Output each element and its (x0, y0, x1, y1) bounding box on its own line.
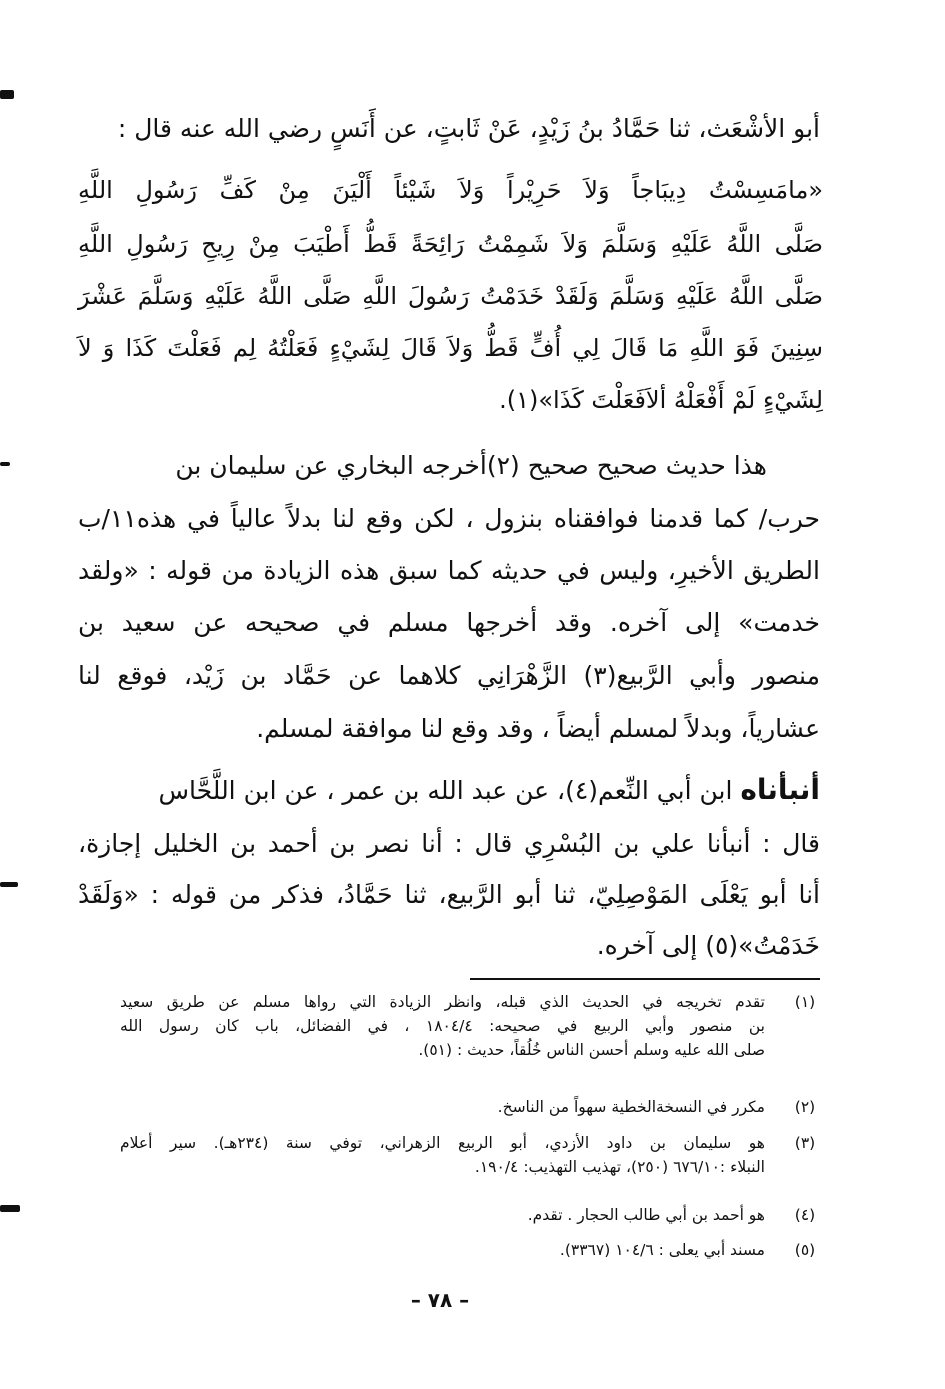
footnote (120, 1095, 823, 1119)
footnote-number: (٢) (794, 1098, 816, 1116)
margin-mark (0, 882, 18, 887)
paragraph-line: قال : أنبأنا علي بن البُسْرِي قال : أنا نصر بن أحمد بن الخليل إجازة، (78, 829, 820, 858)
lead-word: أنبأناه (740, 773, 820, 806)
margin-mark (0, 90, 14, 99)
hadith-line: «مامَسِسْتُ دِيبَاجاً وَلاَ حَرِيْراً وَلاَ شَيْئاً أَلْيَنَ مِنْ كَفِّ رَسُولِ اللَّهِ (78, 176, 823, 204)
paragraph-line (159, 773, 820, 808)
paragraph-line: هذا حديث صحيح صحيح (٢)أخرجه البخاري عن سليمان بن (175, 451, 767, 480)
footnote-number: (٣) (794, 1134, 816, 1152)
margin-mark (0, 1205, 20, 1212)
footnote-line: بن منصور وأبي الربيع في صحيحه: ١٨٠٤/٤ ، في الفضائل، باب كان رسول الله (120, 1017, 765, 1035)
footnote (120, 1238, 823, 1262)
hadith-line: صَلَّى اللَّهُ عَلَيْهِ وَسَلَّمَ وَلاَ شَمِمْتُ رَائِحَةً قَطُّ أَطْيَبَ مِنْ رِيحِ رَسُولِ اللَّهِ (78, 230, 823, 258)
footnote-separator (470, 978, 820, 980)
paragraph-line: عشارياً، وبدلاً لمسلم أيضاً ، وقد وقع لنا موافقة لمسلم. (256, 714, 820, 743)
footnote-text (120, 1131, 765, 1179)
hadith-line: لِشَيْءٍ لَمْ أَفْعَلْهُ ألاَفَعَلْتَ كَذَا»(١). (499, 386, 823, 414)
paragraph-line: الطريق الأخيرِ، وليس في حديثه كما سبق هذه الزيادة من قوله : «ولقد (78, 556, 820, 585)
footnote-line: مسند أبي يعلى : ١٠٤/٦ (٣٣٦٧). (559, 1241, 765, 1259)
footnote (120, 1203, 823, 1227)
footnote-line: مكرر في النسخةالخطية سهواً من الناسخ. (497, 1098, 765, 1116)
page-number: – ٧٨ – (410, 1288, 470, 1312)
margin-mark (0, 462, 10, 466)
paragraph-line: خَدَمْتُ»(٥) إلى آخره. (596, 931, 820, 960)
footnote-number: (٥) (794, 1241, 816, 1259)
footnote-text (120, 990, 765, 1062)
footnote-line: تقدم تخريجه في الحديث الذي قبله، وانظر الزيادة التي رواها مسلم عن طريق سعيد (120, 993, 765, 1011)
footnote (120, 990, 823, 1062)
footnote-number: (١) (794, 993, 816, 1011)
footnote (120, 1131, 823, 1179)
line-text: ابن أبي النِّعم(٤)، عن عبد الله بن عمر ، عن ابن اللَّحَّاس (158, 776, 741, 805)
footnote-line: هو سليمان بن داود الأزدي، أبو الربيع الزهراني، توفي سنة (٢٣٤هـ). سير أعلام (120, 1134, 765, 1152)
footnote-line: هو أحمد بن أبي طالب الحجار . تقدم. (527, 1206, 765, 1224)
hadith-line: صَلَّى اللَّهُ عَلَيْهِ وَسَلَّمَ وَلَقَدْ خَدَمْتُ رَسُولَ اللَّهِ صَلَّى اللَّهُ عَلَيْهِ وَسَلَّمَ عَشْرَ (78, 282, 823, 310)
footnote-number: (٤) (794, 1206, 816, 1224)
footnote-line: النبلاء :٦٧٦/١٠ (٢٥٠)، تهذيب التهذيب: ١٩٠/٤. (474, 1158, 765, 1176)
paragraph-line: خدمت» إلى آخره. وقد أخرجها مسلم في صحيحه عن سعيد بن (78, 608, 820, 637)
footnote-text (120, 1203, 765, 1227)
footnote-line: صلى الله عليه وسلم أحسن الناس خُلُقاً، حديث : (٥١). (418, 1041, 765, 1059)
intro-line: أبو الأشْعَث، ثنا حَمَّادُ بنُ زَيْدٍ، عَنْ ثَابتٍ، عن أَنَسٍ رضي الله عنه قال : (117, 114, 820, 143)
paragraph-line: منصور وأبي الرَّبيع(٣) الزَّهْرَانِي كلاهما عن حَمَّاد بن زَيْد، فوقع لنا (78, 661, 820, 690)
paragraph-line: حرب/ كما قدمنا فوافقناه بنزول ، لكن وقع لنا بدلاً عالياً في هذه١١/ب (78, 504, 820, 533)
paragraph-line: أنا أبو يَعْلَى المَوْصِلِيّ، ثنا أبو الرَّبيع، ثنا حَمَّادُ، فذكر من قوله : «وَلَقَدْ (78, 880, 820, 909)
hadith-line: سِنِينَ فَوَ اللَّهِ مَا قَالَ لِي أُفٍّ قَطُّ وَلاَ قَالَ لِشَيْءٍ فَعَلْتُهُ لِم فَعَلْتَ كَذَا وَ لاَ (78, 334, 823, 362)
footnote-text (120, 1238, 765, 1262)
footnote-text (120, 1095, 765, 1119)
